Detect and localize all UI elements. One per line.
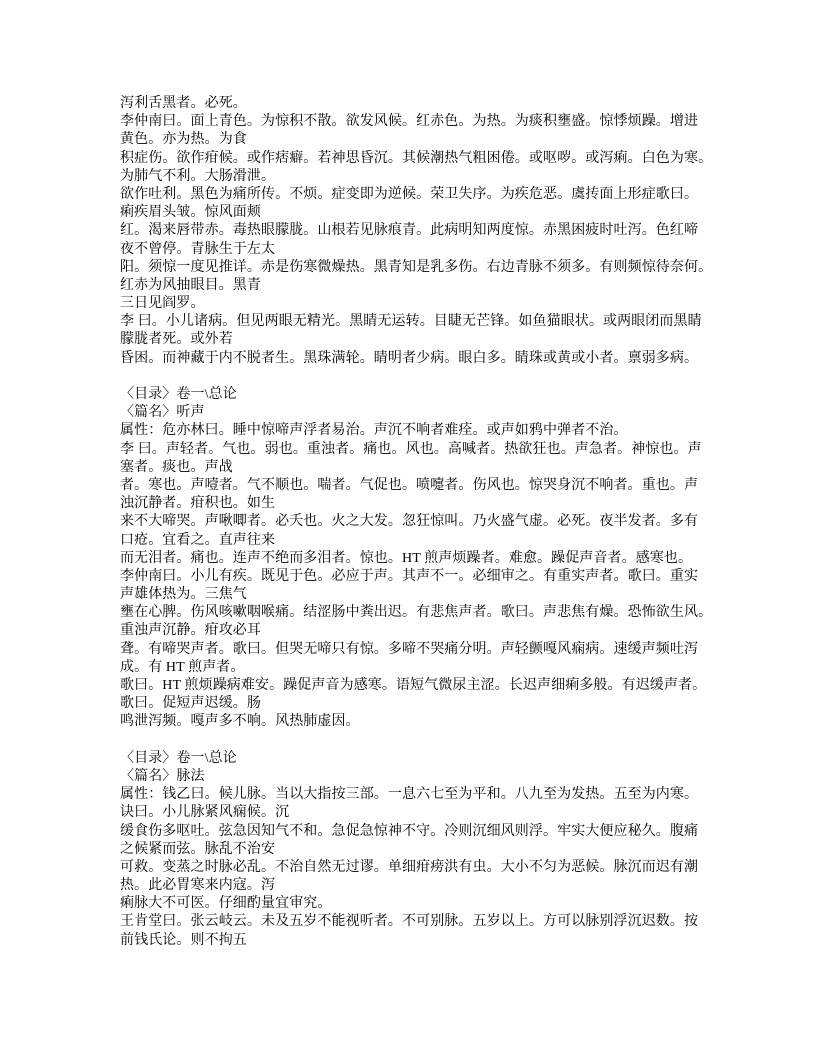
text-line: 痢疾眉头皱。惊风面颊 [120,205,261,221]
text-line: 〈目录〉卷一\总论 [120,750,237,766]
text-line: 三日见阎罗。 [120,296,205,312]
text-line: 积症伤。欲作疳候。或作痞癖。若神思昏沉。其候潮热气粗困倦。或呕哕。或泻痢。白色为寒。 [120,150,713,166]
text-line: 〈篇名〉听声 [120,405,205,421]
text-line: 壅在心脾。伤风咳嗽咽喉痛。结涩肠中粪出迟。有悲焦声者。歌曰。声悲焦有燥。恐怖欲生风。 [120,605,713,621]
text-line: 聋。有啼哭声者。歌曰。但哭无啼只有惊。多啼不哭痛分明。声轻颤嘎风痫病。速缓声频吐泻 [120,641,699,657]
text-line: 李仲南曰。面上青色。为惊积不散。欲发风候。红赤色。为热。为痰积壅盛。惊悸烦躁。增进 [120,114,699,130]
text-line: 可救。变蒸之时脉必乱。不治自然无过谬。单细疳痨洪有虫。大小不匀为恶候。脉沉而迟有潮 [120,859,699,875]
text-line: 鸣泄泻频。嘎声多不响。风热肺虚因。 [120,714,360,730]
text-line: 重浊声沉静。疳攻必耳 [120,623,261,639]
text-line: 歌曰。HT 煎烦躁病难安。躁促声音为感寒。语短气微尿主涩。长迟声细痢多般。有迟缓声者。 [120,678,707,693]
text-line: 李 曰。小儿诸病。但见两眼无精光。黑睛无运转。目睫无芒锋。如鱼猫眼状。或两眼闭而黑睛 [120,314,702,330]
text-line: 红。渴来唇带赤。毒热眼朦胧。山根若见脉痕青。此病明知两度惊。赤黑困疲时吐泻。色红啼 [120,223,699,239]
text-line: 而无泪者。痛也。连声不绝而多泪者。惊也。HT 煎声烦躁者。难愈。躁促声音者。感寒也。 [120,550,693,566]
text-line: 痢脉大不可医。仔细酌量宜审究。 [120,896,332,912]
text-line: 为肺气不利。大肠滑泄。 [120,168,276,184]
text-line: 泻利舌黑者。必死。 [120,96,247,111]
text-line: 属性：危亦林曰。睡中惊啼声浮者易治。声沉不响者难痊。或声如鸦中弹者不治。 [120,423,628,439]
text-line: 浊沉静者。疳积也。如生 [120,496,276,512]
text-line: 王肯堂曰。张云岐云。未及五岁不能视听者。不可别脉。五岁以上。方可以脉别浮沉迟数。按 [120,914,699,930]
text-content [120,95,760,950]
text-line: 前钱氏论。则不拘五 [120,932,247,948]
text-line: 〈篇名〉脉法 [120,768,205,784]
text-line: 塞者。痰也。声战 [120,459,233,475]
text-line: 来不大啼哭。声啾唧者。必夭也。火之大发。忽狂惊叫。乃火盛气虚。必死。夜半发者。多有 [120,514,699,530]
text-line: 成。有 HT 煎声者。 [120,659,245,675]
text-line: 昏困。而神藏于内不脱者生。黑珠满轮。睛明者少病。眼白多。睛珠或黄或小者。禀弱多病。 [120,350,699,366]
text-line: 诀曰。小儿脉紧风痫候。沉 [120,805,290,821]
text-line: 李仲南曰。小儿有疾。既见于色。必应于声。其声不一。必细审之。有重实声者。歌曰。重实 [120,568,699,584]
text-line: 夜不曾停。青脉生于左太 [120,241,276,257]
text-line: 歌曰。促短声迟缓。肠 [120,696,261,712]
text-line: 朦胧者死。或外若 [120,332,233,348]
text-line: 缓食伤多呕吐。弦急因知气不和。急促急惊神不守。冷则沉细风则浮。牢实大便应秘久。腹痛 [120,823,699,839]
text-line: 属性：钱乙曰。候儿脉。当以大指按三部。一息六七至为平和。八九至为发热。五至为内寒。 [120,787,699,803]
text-line: 李 曰。声轻者。气也。弱也。重浊者。痛也。风也。高喊者。热欲狂也。声急者。神惊也。声 [120,441,702,457]
text-line: 欲作吐利。黑色为痛所传。不烦。症变即为逆候。荣卫失序。为疾危恶。虞抟面上形症歌曰。 [120,186,699,202]
text-line: 口疮。宜看之。直声往来 [120,532,276,548]
text-line: 〈目录〉卷一\总论 [120,387,237,402]
text-section-maifa [120,750,760,950]
text-section-tingsheng [120,386,760,732]
text-line: 声雄体热为。三焦气 [120,587,247,603]
text-line: 阳。须惊一度见推详。赤是伤寒微燥热。黑青知是乳多伤。右边青脉不须多。有则频惊待奈何。 [120,259,713,275]
text-section-preceding [120,95,760,368]
text-line: 黄色。亦为热。为食 [120,132,247,148]
text-line: 红赤为风抽眼目。黑青 [120,277,261,293]
text-line: 热。此必胃寒来内寇。泻 [120,878,276,894]
text-line: 之候紧而弦。脉乱不治安 [120,841,276,857]
text-line: 者。寒也。声噎者。气不顺也。喘者。气促也。喷嚏者。伤风也。惊哭身沉不响者。重也。声 [120,477,699,493]
